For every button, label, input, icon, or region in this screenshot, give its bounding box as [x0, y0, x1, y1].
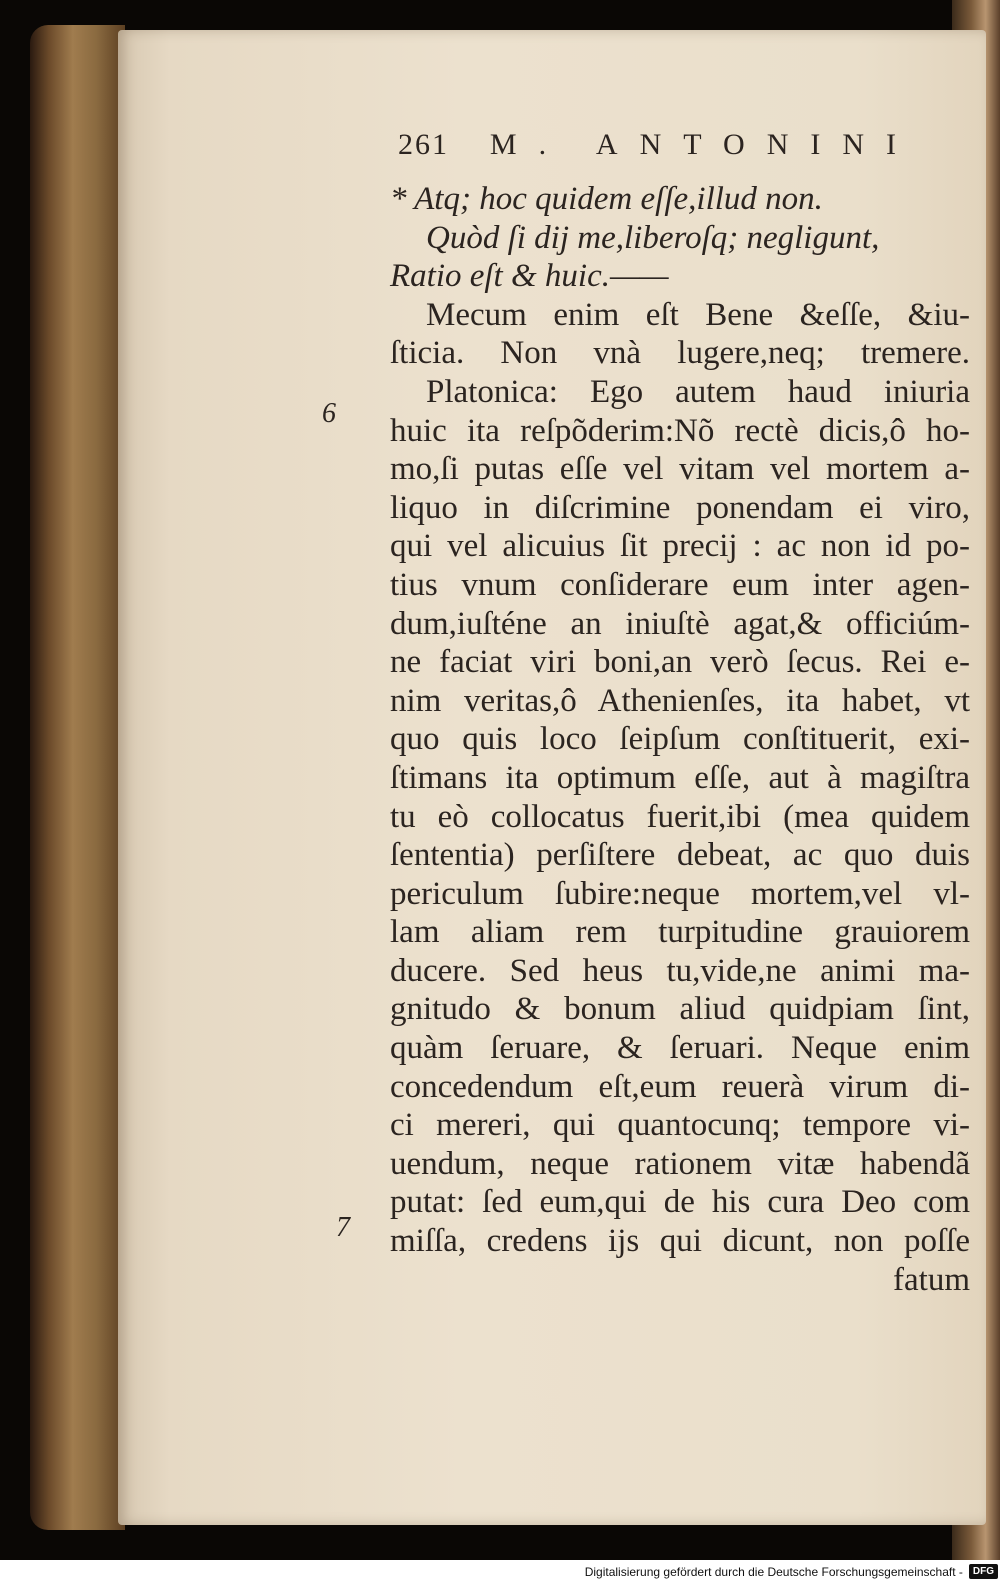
text-line: huic ita reſpõderim:Nõ rectè dicis,ô ho-: [390, 412, 970, 449]
text-line: miſſa, credens ijs qui dicunt, non poſſe: [390, 1223, 970, 1260]
text-line: qui vel alicuius ſit precij : ac non id po-: [390, 528, 970, 565]
text-line: Ratio eſt & huic.——: [390, 258, 669, 295]
text-line: Quòd ſi dij me,liberoſq; negligunt,: [426, 219, 880, 256]
text-line: ſticia. Non vnà lugere,neq; tremere.: [390, 335, 970, 372]
text-line: gnitudo & bonum aliud quidpiam ſint,: [390, 991, 970, 1028]
text-line: quo quis loco ſeipſum conſtituerit, exi-: [390, 721, 970, 758]
text-line: ſtimans ita optimum eſſe, aut à magiſtra: [390, 759, 970, 796]
text-line: Mecum enim eſt Bene &eſſe, &iu-: [426, 296, 970, 333]
text-line: nim veritas,ô Athenienſes, ita habet, vt: [390, 682, 970, 719]
book-edge-left: [30, 25, 125, 1530]
text-line: Platonica: Ego autem haud iniuria: [426, 373, 970, 410]
text-line: ci mereri, qui quantocunq; tempore vi-: [390, 1107, 970, 1144]
body-text: [390, 180, 970, 1299]
dfg-logo: DFG: [969, 1564, 998, 1579]
text-line: quàm ſeruare, & ſeruari. Neque enim: [390, 1030, 970, 1067]
text-line: concedendum eſt,eum reuerà virum di-: [390, 1068, 970, 1105]
running-head: [398, 128, 918, 162]
credit-text: Digitalisierung gefördert durch die Deutsche Forschungsgemeinschaft -: [584, 1564, 963, 1579]
footer-credit: [585, 1560, 1000, 1583]
text-line: tu eò collocatus fuerit,ibi (mea quidem: [390, 798, 970, 835]
text-line: putat: ſed eum,qui de his cura Deo com: [390, 1184, 970, 1221]
text-line: ducere. Sed heus tu,vide,ne animi ma-: [390, 952, 970, 989]
text-line: * Atq; hoc quidem eſſe,illud non.: [390, 181, 823, 217]
page-number: 261: [398, 128, 449, 161]
margin-note-6: 6: [322, 398, 336, 429]
catchword: fatum: [893, 1261, 970, 1298]
text-line: dum,iuſténe an iniuſtè agat,& officiúm-: [390, 605, 970, 642]
text-line: tius vnum conſiderare eum inter agen-: [390, 566, 970, 603]
text-line: ſententia) perſiſtere debeat, ac quo duis: [390, 837, 970, 874]
text-line: mo,ſi putas eſſe vel vitam vel mortem a-: [390, 451, 970, 488]
text-line: liquo in diſcrimine ponendam ei viro,: [390, 489, 970, 526]
text-line: uendum, neque rationem vitæ habendã: [390, 1145, 970, 1182]
text-line: ne faciat viri boni,an verò ſecus. Rei e-: [390, 644, 970, 681]
text-line: lam aliam rem turpitudine grauiorem: [390, 914, 970, 951]
margin-note-7: 7: [336, 1212, 350, 1243]
text-line: periculum ſubire:neque mortem,vel vl-: [390, 875, 970, 912]
running-title: M. ANTONINI: [489, 128, 918, 161]
